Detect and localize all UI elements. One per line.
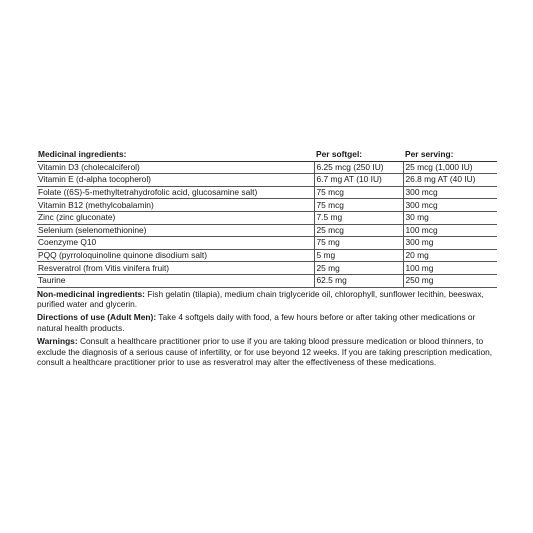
table-row [37,211,497,224]
non-medicinal-ingredients-paragraph [37,289,497,311]
ingredient-name: PQQ (pyrroloquinoline quinone disodium salt) [37,249,314,262]
directions-text: Take 4 softgels daily with food, a few hours before or after taking other medications or natural health products. [37,312,476,333]
ingredient-name: Vitamin D3 (cholecalciferol) [37,161,314,174]
per-softgel-value: 75 mcg [314,186,403,199]
per-softgel-value: 6.25 mcg (250 IU) [314,161,403,174]
per-serving-value: 100 mcg [403,224,497,237]
warnings-text: Consult a healthcare practitioner prior to use if you are taking blood pressure medication or blood thinners, to exclude the diagnosis of a serious cause of infertility, or for use beyond 12 weeks. If you are taking prescription medication, consult a healthcare practitioner prior to use as resveratrol may alter the effectiveness of these medications. [37,335,493,368]
table-row [37,224,497,237]
per-softgel-value: 75 mcg [314,199,403,212]
ingredient-name: Vitamin B12 (methylcobalamin) [37,199,314,212]
per-softgel-value: 62.5 mg [314,274,403,287]
per-softgel-value: 5 mg [314,249,403,262]
table-row [37,237,497,250]
per-serving-value: 300 mg [403,237,497,250]
directions-paragraph [37,312,497,334]
ingredients-table [37,149,497,288]
table-row [37,199,497,212]
per-serving-value: 100 mg [403,262,497,275]
warnings-label: Warnings: [37,335,78,346]
table-row [37,186,497,199]
ingredient-name: Folate ((6S)-5-methyltetrahydrofolic acid, glucosamine salt) [37,186,314,199]
per-serving-value: 300 mcg [403,199,497,212]
ingredient-name: Taurine [37,274,314,287]
per-serving-value: 250 mg [403,274,497,287]
table-row [37,161,497,174]
per-serving-value: 300 mcg [403,186,497,199]
non-medicinal-label: Non-medicinal ingredients: [37,288,145,299]
table-row [37,174,497,187]
header-per-serving: Per serving: [403,149,497,161]
per-softgel-value: 25 mg [314,262,403,275]
ingredient-name: Resveratrol (from Vitis vinifera fruit) [37,262,314,275]
per-serving-value: 30 mg [403,211,497,224]
ingredient-name: Zinc (zinc gluconate) [37,211,314,224]
per-serving-value: 20 mg [403,249,497,262]
ingredient-name: Vitamin E (d-alpha tocopherol) [37,174,314,187]
per-softgel-value: 25 mcg [314,224,403,237]
table-header-row [37,149,497,161]
per-serving-value: 26.8 mg AT (40 IU) [403,174,497,187]
non-medicinal-text: Fish gelatin (tilapia), medium chain triglyceride oil, chlorophyll, sunflower lecithin, beeswax, purified water and glycerin. [37,288,484,310]
per-softgel-value: 7.5 mg [314,211,403,224]
directions-label: Directions of use (Adult Men): [37,312,157,323]
per-softgel-value: 6.7 mg AT (10 IU) [314,174,403,187]
per-serving-value: 25 mcg (1,000 IU) [403,161,497,174]
ingredient-name: Selenium (selenomethionine) [37,224,314,237]
ingredient-name: Coenzyme Q10 [37,237,314,250]
table-row [37,249,497,262]
header-medicinal-ingredients: Medicinal ingredients: [37,149,314,161]
table-row [37,274,497,287]
per-softgel-value: 75 mg [314,237,403,250]
table-row [37,262,497,275]
product-label-document [37,149,497,370]
header-per-softgel: Per softgel: [314,149,403,161]
warnings-paragraph [37,336,497,368]
